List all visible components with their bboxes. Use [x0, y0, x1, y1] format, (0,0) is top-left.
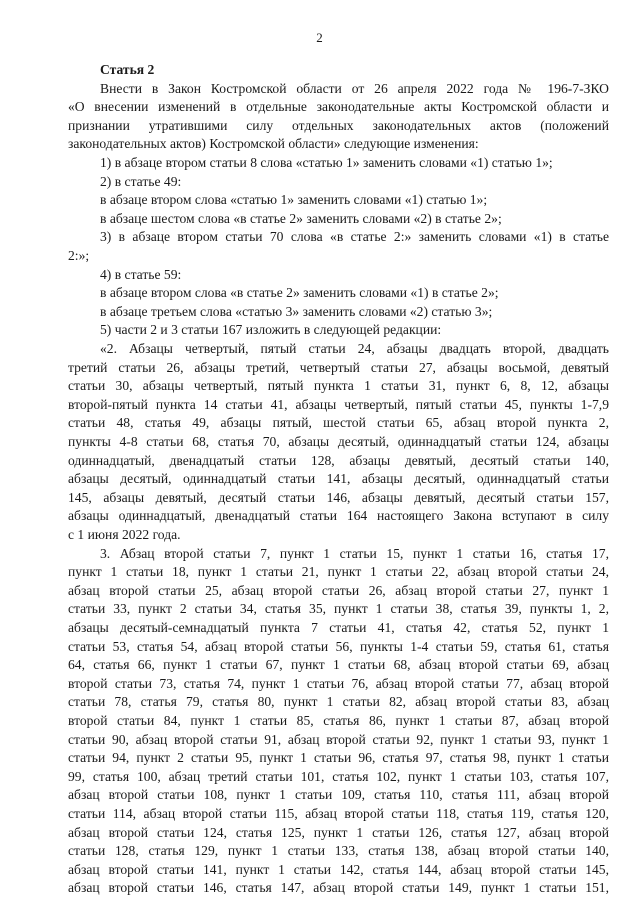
- text-line: Внести в Закон Костромской области от 26 апреля 2022 года № 196-7-ЗКО: [100, 80, 609, 96]
- text-line: законодательных актов) Костромской области» следующие изменения:: [68, 136, 479, 152]
- text-line: 3) в абзаце втором статьи 70 слова «в статье 2:» заменить словами «1) в статье: [100, 229, 609, 245]
- text-line: с 1 июня 2022 года.: [68, 527, 181, 542]
- page-number: 2: [316, 30, 323, 45]
- text-line: пункт 1 статьи 18, пункт 1 статьи 21, пункт 1 статьи 22, абзац второй статьи 24,: [68, 564, 609, 580]
- text-line: второй-пятый пункта 14 статьи 41, абзацы четвертый, пятый статьи 45, пункты 1-7,9: [68, 396, 609, 412]
- text-line: 1) в абзаце втором статьи 8 слова «статью 1» заменить словами «1) статью 1»;: [100, 155, 553, 170]
- text-line: второй статьи 84, пункт 1 статьи 85, статья 86, пункт 1 статьи 87, абзац второй: [68, 713, 609, 728]
- text-line: абзац второй статьи 141, пункт 1 статьи 142, статья 144, абзац второй статьи 145,: [68, 861, 609, 877]
- article-heading: Статья 2: [100, 62, 155, 77]
- text-line: абзац второй статьи 108, пункт 1 статьи 109, статья 110, статья 111, абзац второй: [68, 787, 609, 803]
- text-line: «О внесении изменений в отдельные законодательные акты Костромской области и: [68, 99, 609, 115]
- text-line: абзац второй статьи 124, статья 125, пункт 1 статьи 126, статья 127, абзац второй: [68, 824, 609, 840]
- text-line: второй статьи 73, статья 74, пункт 1 статьи 76, абзац второй статьи 77, абзац второй: [68, 675, 609, 691]
- text-line: статьи 78, статья 79, статья 80, пункт 1 статьи 82, абзац второй статьи 83, абзац: [68, 694, 609, 710]
- text-line: статьи 53, статья 54, абзац второй статьи 56, пункты 1-4 статьи 59, статья 61, статья: [68, 638, 609, 654]
- text-line: статьи 33, пункт 2 статьи 34, статья 35, пункт 1 статьи 38, статья 39, пункты 1, 2,: [68, 601, 609, 617]
- text-line: абзацы десятый-семнадцатый пункта 7 статьи 41, статья 42, статья 52, пункт 1: [68, 620, 609, 635]
- text-line: 3. Абзац второй статьи 7, пункт 1 статьи 15, пункт 1 статьи 16, статья 17,: [100, 545, 609, 561]
- text-line: статьи 114, абзац второй статьи 115, абзац второй статьи 118, статья 119, статья 120,: [68, 806, 609, 821]
- text-line: статьи 48, статья 49, абзацы пятый, шестой статьи 65, абзац второй пункта 2,: [68, 415, 609, 431]
- text-line: абзац второй статьи 25, абзац второй статьи 26, абзац второй статьи 27, пункт 1: [68, 582, 609, 598]
- text-line: 99, статья 100, абзац третий статьи 101, статья 102, пункт 1 статьи 103, статья 107,: [68, 768, 609, 784]
- text-line: 4) в статье 59:: [100, 266, 182, 282]
- text-line: абзацы десятый, одиннадцатый статьи 141, абзацы десятый, одиннадцатый статьи: [68, 471, 609, 487]
- text-line: пункты 4-8 статьи 68, статья 70, абзацы десятый, одиннадцатый статьи 124, абзацы: [68, 434, 609, 449]
- text-line: статьи 30, абзацы четвертый, пятый пункта 1 статьи 31, пункт 6, 8, 12, абзацы: [68, 378, 609, 394]
- text-line: статьи 128, статья 129, пункт 1 статьи 133, статья 138, абзац второй статьи 140,: [68, 843, 609, 859]
- text-line: «2. Абзацы четвертый, пятый статьи 24, абзацы двадцать второй, двадцать: [100, 341, 609, 356]
- text-line: 5) части 2 и 3 статьи 167 изложить в следующей редакции:: [100, 322, 442, 338]
- text-line: третий статьи 26, абзацы третий, четвертый статьи 27, абзацы восьмой, девятый: [68, 359, 609, 375]
- text-line: 64, статья 66, пункт 1 статьи 67, пункт 1 статьи 68, абзац второй статьи 69, абзац: [68, 657, 609, 673]
- text-line: в абзаце втором слова «в статье 2» заменить словами «1) в статье 2»;: [100, 285, 499, 301]
- text-line: признании утратившими силу отдельных законодательных актов (положений: [68, 117, 609, 133]
- text-line: в абзаце втором слова «статью 1» заменить словами «1) статью 1»;: [100, 192, 488, 208]
- text-line: одиннадцатый, двенадцатый статьи 128, абзацы девятый, десятый статьи 140,: [68, 452, 609, 468]
- text-line: 2) в статье 49:: [100, 173, 182, 189]
- text-line: статьи 90, абзац второй статьи 91, абзац второй статьи 92, пункт 1 статьи 93, пункт 1: [68, 731, 609, 747]
- text-line: абзац второй статьи 146, статья 147, абзац второй статьи 149, пункт 1 статьи 151,: [68, 880, 609, 896]
- text-line: 145, абзацы девятый, десятый статьи 146, абзацы девятый, десятый статьи 157,: [68, 489, 609, 505]
- text-line: в абзаце третьем слова «статью 3» заменить словами «2) статью 3»;: [100, 303, 493, 319]
- text-line: в абзаце шестом слова «в статье 2» заменить словами «2) в статье 2»;: [100, 210, 502, 226]
- text-line: абзацы одиннадцатый, двенадцатый статьи 164 настоящего Закона вступают в силу: [68, 508, 609, 524]
- text-line: 2:»;: [68, 248, 90, 263]
- text-line: статьи 94, пункт 2 статьи 95, пункт 1 статьи 96, статья 97, статья 98, пункт 1 статьи: [68, 750, 609, 766]
